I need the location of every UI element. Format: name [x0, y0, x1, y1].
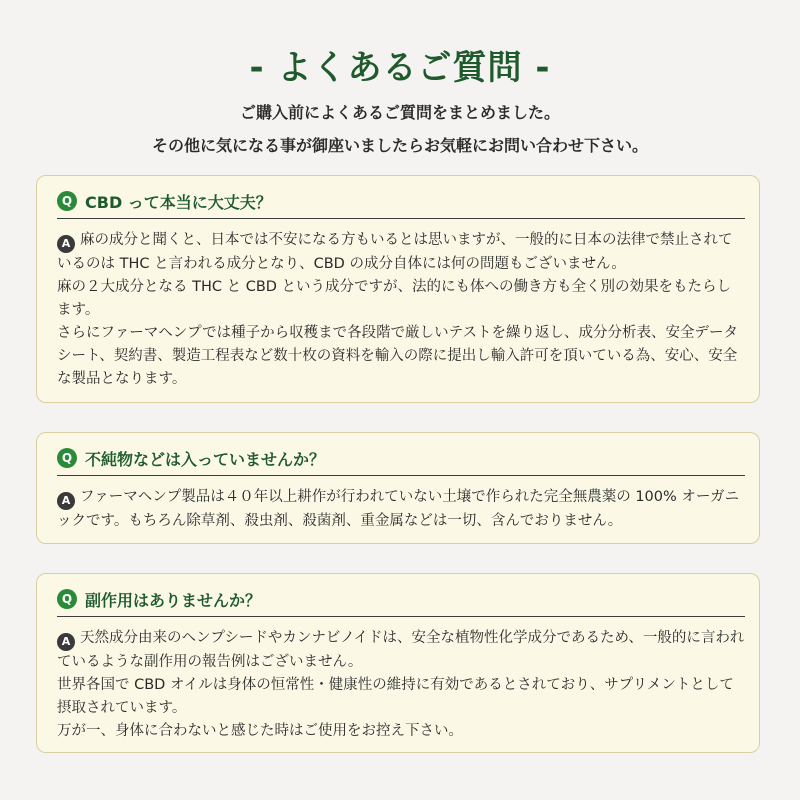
answer-paragraph: 麻の２大成分となる THC と CBD という成分ですが、法的にも体への働き方も全く別の効果をもたらします。 — [57, 278, 732, 318]
question-icon: Q — [57, 191, 77, 211]
answer-text: 天然成分由来のヘンプシードやカンナビノイドは、安全な植物性化学成分であるため、一般的に言われているような副作用の報告例はございません。 — [57, 630, 745, 670]
answer-text: 麻の成分と聞くと、日本では不安になる方もいるとは思いますが、一般的に日本の法律で禁止されているのは THC と言われる成分となり、CBD の成分自体には何の問題もございません。 — [57, 232, 733, 272]
answer-paragraph — [57, 229, 745, 276]
faq-answer — [57, 627, 745, 743]
faq-answer — [57, 486, 745, 533]
intro-line-2: その他に気になる事が御座いましたらお気軽にお問い合わせ下さい。 — [151, 136, 648, 155]
faq-question-row — [57, 447, 325, 469]
question-icon: Q — [57, 448, 77, 468]
answer-paragraph: 世界各国で CBD オイルは身体の恒常性・健康性の維持に有効であるとされており、サプリメントとして摂取されています。 — [57, 676, 734, 716]
faq-question: 副作用はありませんか？ — [85, 590, 262, 610]
divider — [57, 616, 745, 617]
faq-card-2 — [36, 432, 760, 544]
answer-paragraph: さらにファーマヘンプでは種子から収穫まで各段階で厳しいテストを繰り返し、成分分析表、安全データシート、契約書、製造工程表など数十枚の資料を輸入の際に提出し輸入許可を頂いている為、安心、安全な製品となります。 — [57, 324, 739, 387]
faq-answer — [57, 229, 745, 391]
answer-text: ファーマヘンプ製品は４０年以上耕作が行われていない土壌で作られた完全無農薬の 100% オーガニックです。もちろん除草剤、殺虫剤、殺菌剤、重金属などは一切、含んでおりません。 — [57, 489, 740, 529]
faq-question: CBD って本当に大丈夫？ — [85, 192, 272, 212]
page-title: - よくあるご質問 - — [249, 48, 551, 88]
faq-question-row — [57, 190, 272, 212]
intro-line-1: ご購入前によくあるご質問をまとめました。 — [239, 103, 560, 122]
faq-question-row — [57, 588, 261, 610]
answer-paragraph: 万が一、身体に合わないと感じた時はご使用をお控え下さい。 — [57, 722, 463, 739]
faq-question: 不純物などは入っていませんか？ — [85, 449, 326, 469]
answer-paragraph — [57, 486, 745, 533]
faq-card-1 — [36, 175, 760, 403]
divider — [57, 218, 745, 219]
question-icon: Q — [57, 589, 77, 609]
answer-icon: A — [57, 633, 75, 651]
answer-icon: A — [57, 235, 75, 253]
faq-card-3 — [36, 573, 760, 753]
divider — [57, 475, 745, 476]
answer-paragraph — [57, 627, 745, 674]
answer-icon: A — [57, 492, 75, 510]
